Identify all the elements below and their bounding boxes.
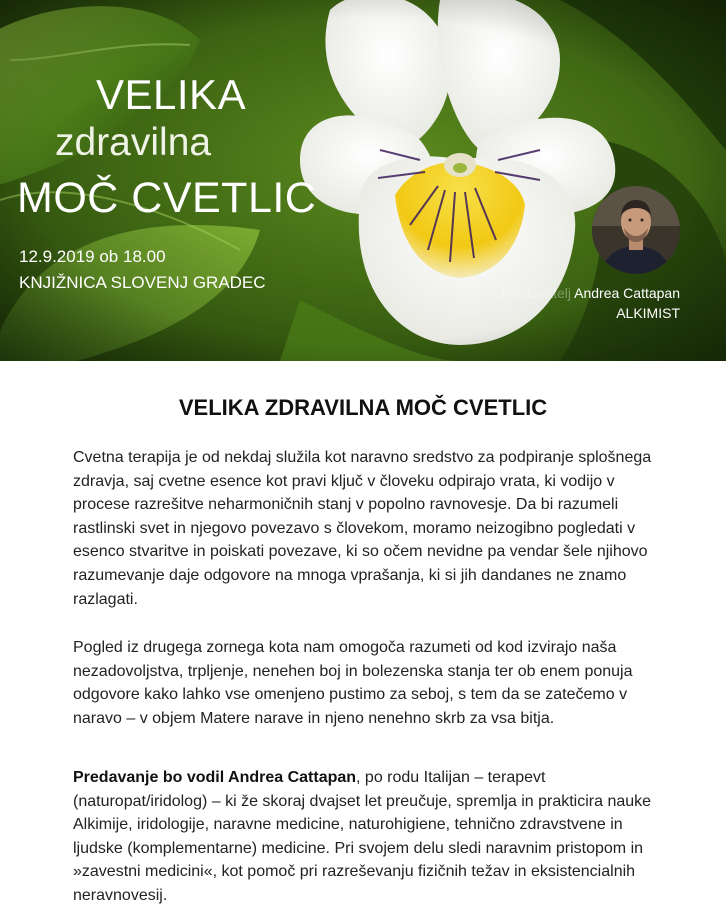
speaker-name: Andrea Cattapan <box>574 285 680 301</box>
article-paragraph-3 <box>73 766 673 908</box>
article-paragraph-1: Cvetna terapija je od nekdaj služila kot naravno sredstvo za podpiranje splošnega zdravja, saj cvetne esence kot pravi ključ v človeku odpirajo vrata, ki vodijo v procese razrešitve neharmoničnih stanj v popolno ravnovesje. Da bi razumeli rastlinski svet in njegovo povezavo s človekom, moramo neizogibno pogledati v esenco stvaritve in poiskati povezave, ki so očem nevidne pa vendar šele njihovo razumevanje daje odgovore na mnoga vprašanja, ki si jih dandanes ne znamo razlagati. <box>73 449 652 608</box>
speaker-role: ALKIMIST <box>616 305 680 321</box>
speaker-prefix: Predavatelj <box>500 285 572 301</box>
speaker-intro-bold: Predavanje bo vodil Andrea Cattapan <box>73 769 357 786</box>
speaker-photo <box>592 186 680 274</box>
event-date: 12.9.2019 ob 18.00 <box>19 247 166 266</box>
speaker-avatar <box>592 186 680 274</box>
article-title: VELIKA ZDRAVILNA MOČ CVETLIC <box>178 395 548 420</box>
hero-title-line3: MOČ CVETLIC <box>17 174 317 222</box>
speaker-intro-text: , po rodu Italijan – terapevt (naturopat/iridolog) – ki že skoraj dvajset let preučuje, spremlja in prakticira nauke Alkimije, iridologije, naravne medicine, naturohigiene, tehnično zdravstvene in ljudske (komplementarne) medicine. Pri svojem delu sledi naravnim pristopom in »zavestni medicini«, kot pomoč pri razreševanju fizičnih težav in eksistencialnih neravnovesij. <box>73 769 652 904</box>
article-paragraph-2: Pogled iz drugega zornega kota nam omogoča razumeti od kod izvirajo naša nezadovoljstva, trpljenje, nenehen boj in bolezenska stanja ter ob enem ponuja odgovore kako lahko vse omenjeno pustimo za seboj, s tem da se zatečemo v naravo – v objem Matere narave in njeno nenehno skrb za vsa bitja. <box>73 639 633 727</box>
speaker-name-line <box>501 284 680 302</box>
hero-title-line1: VELIKA <box>96 71 247 118</box>
event-venue: KNJIŽNICA SLOVENJ GRADEC <box>19 273 266 292</box>
hero-banner <box>0 0 726 361</box>
hero-title-line2: zdravilna <box>55 121 212 164</box>
